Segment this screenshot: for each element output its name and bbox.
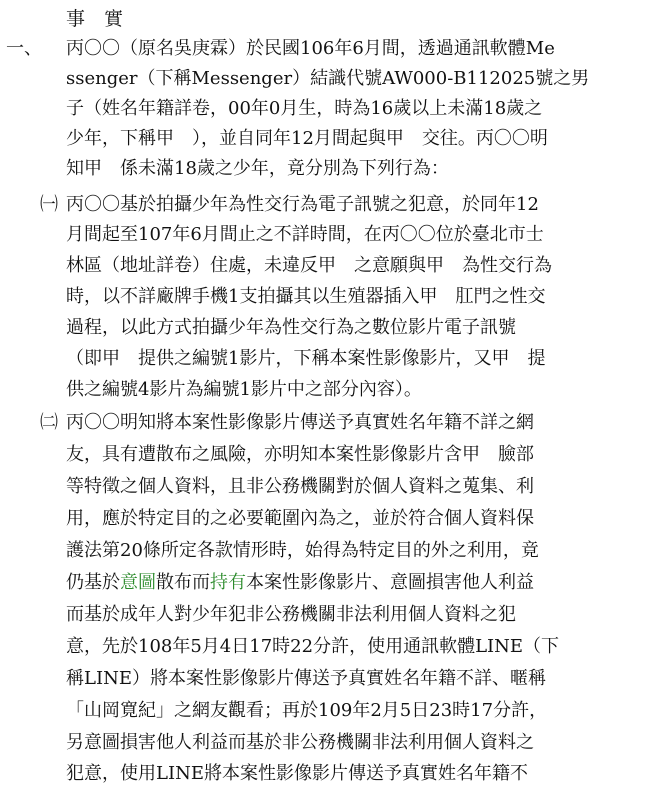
item2-line-12: 犯意，使用LINE將本案性影像影片傳送予真實姓名年籍不 — [66, 763, 528, 784]
item2-line-8: 意，先於108年5月4日17時22分許，使用通訊軟體LINE（下 — [66, 636, 560, 657]
item2-line-3: 等特徵之個人資料，且非公務機關對於個人資料之蒐集、利 — [66, 476, 534, 497]
item2-line-5: 護法第20條所定各款情形時，始得為特定目的外之利用，竟 — [66, 540, 539, 561]
item2-line-6-pre: 仍基於 — [66, 572, 120, 593]
para1-line-4: 少年，下稱甲 ），並自同年12月間起與甲 交往。丙〇〇明 — [66, 128, 548, 149]
item2-line-11: 另意圖損害他人利益而基於非公務機關非法利用個人資料之 — [66, 732, 534, 753]
item1-line-5: 過程，以此方式拍攝少年為性交行為之數位影片電子訊號 — [66, 317, 516, 338]
item2-line-1: 丙〇〇明知將本案性影像影片傳送予真實姓名年籍不詳之網 — [66, 412, 534, 433]
para1-line-3: 子（姓名年籍詳卷，00年0月生，時為16歲以上未滿18歲之 — [66, 98, 543, 119]
item1-line-7: 供之編號4影片為編號1影片中之部分內容）。 — [66, 379, 422, 400]
item2-line-9: 稱LINE）將本案性影像影片傳送予真實姓名年籍不詳、暱稱 — [66, 668, 546, 689]
item2-line-2: 友，具有遭散布之風險，亦明知本案性影像影片含甲 臉部 — [66, 444, 534, 465]
item1-line-3: 林區（地址詳卷）住處，未違反甲 之意願與甲 為性交行為 — [66, 255, 552, 276]
item1-line-1: 丙〇〇基於拍攝少年為性交行為電子訊號之犯意，於同年12 — [66, 194, 539, 215]
item1-marker: ㈠ — [40, 194, 58, 215]
item2-line-7: 而基於成年人對少年犯非公務機關非法利用個人資料之犯 — [66, 604, 516, 625]
item1-line-4: 時，以不詳廠牌手機1支拍攝其以生殖器插入甲 肛門之性交 — [66, 286, 546, 307]
item2-line-6 — [66, 568, 534, 598]
item2-marker: ㈡ — [40, 412, 58, 433]
para1-line-5: 知甲 係未滿18歲之少年，竟分別為下列行為： — [66, 158, 449, 179]
section-number: 一、 — [6, 38, 42, 59]
para1-line-2: ssenger（下稱Messenger）結識代號AW000-B112025號之男 — [66, 68, 590, 89]
section-heading: 事 實 — [66, 8, 124, 30]
highlight-word-intent: 意圖 — [120, 572, 156, 593]
item2-line-4: 用，應於特定目的之必要範圍內為之，並於符合個人資料保 — [66, 508, 534, 529]
item2-line-10: 「山岡寛紀」之網友觀看；再於109年2月5日23時17分許， — [66, 700, 548, 721]
item1-line-2: 月間起至107年6月間止之不詳時間，在丙〇〇位於臺北市士 — [66, 224, 544, 245]
highlight-word-possess: 持有 — [210, 572, 246, 593]
para1-line-1: 丙〇〇（原名吳庚霖）於民國106年6月間，透過通訊軟體Me — [66, 38, 555, 59]
item1-line-6: （即甲 提供之編號1影片，下稱本案性影像影片，又甲 提 — [66, 348, 546, 369]
item2-line-6-post: 本案性影像影片、意圖損害他人利益 — [246, 572, 534, 593]
item2-line-6-mid: 散布而 — [156, 572, 210, 593]
